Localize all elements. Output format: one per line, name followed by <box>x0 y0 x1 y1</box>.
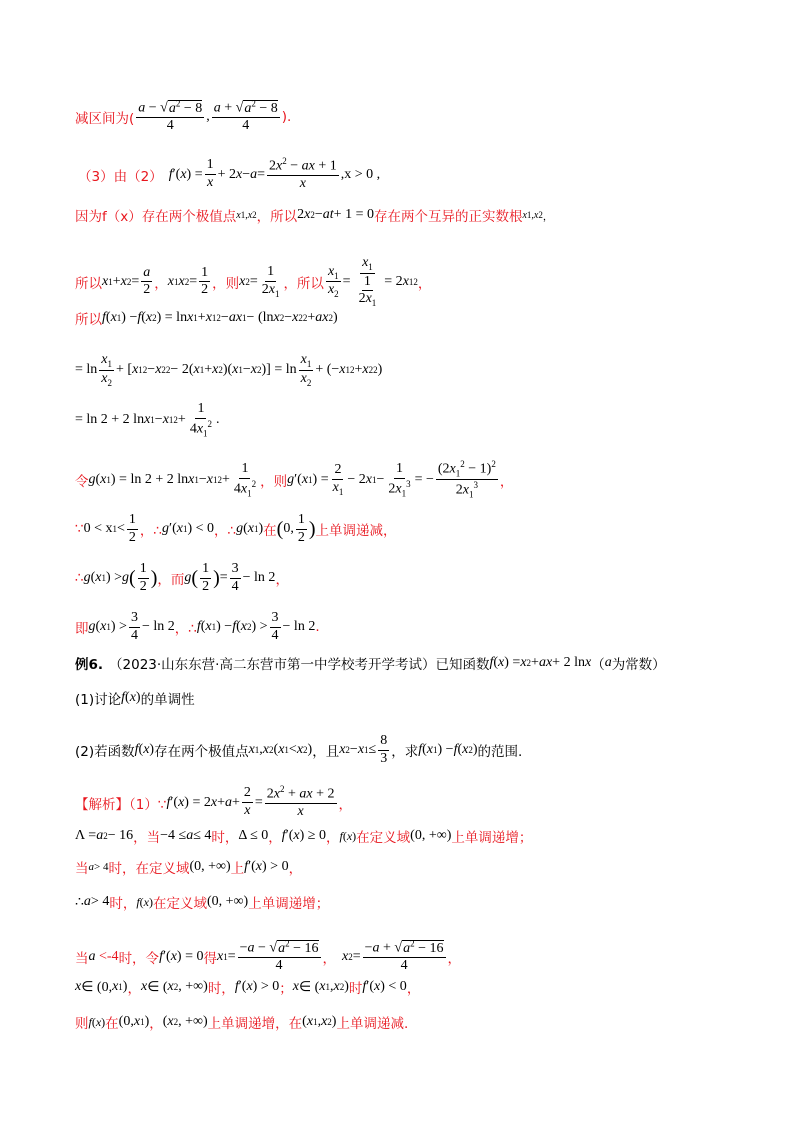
s7-interval-c: ( x 1 , x 2 ) <box>302 1014 337 1029</box>
s3-derivative-pos: f ′( x ) > 0 <box>244 859 289 874</box>
solution-line-4 <box>75 892 740 912</box>
roots-x1x2: x 1 , x 2 <box>236 209 257 221</box>
q2-text-c: ，且 <box>312 744 340 761</box>
q2-text-b: 存在两个极值点 <box>154 744 249 761</box>
s6-interval-b: x ∈ ( x 2 , +∞) <box>140 979 208 995</box>
s6-comma: ， <box>127 981 141 997</box>
s7-interval-b: ( x 2 , +∞) <box>162 1014 208 1029</box>
q2-text-d: ，求 <box>391 744 419 761</box>
g-greater: g ( x 1 ) > g ( $\frac{1}{2}$ ) <box>83 561 158 594</box>
q2-condition: x 2 − x 1 ≤ $\frac{8}{3}$ <box>339 733 388 766</box>
s3-interval: (0, +∞) <box>189 859 231 874</box>
derivative-formula: f ′( x ) = $\frac{1}{x}$ + 2 x − a = $\frac{2x^2 - ax + 1}{x}$ <box>168 156 337 192</box>
example6-title: 例6. <box>75 657 104 673</box>
extreme-points-text: 因为f（x）存在两个极值点 <box>75 209 237 225</box>
example6-source: （2023·山东东营·高二东营市第一中学校考开学考试）已知函数 <box>109 657 490 673</box>
s2-time: 时， <box>211 830 239 846</box>
solution-line-3: 当 a > 4 时，在定义域 (0, +∞) 上 f ′( x ) > 0 ， <box>75 859 303 877</box>
x1-range: 0 < x 1 < $\frac{1}{2}$ <box>83 512 136 545</box>
therefore-c: ∴ <box>75 570 84 587</box>
open-interval-half: ( 0, $\frac{1}{2}$ ) <box>276 512 316 545</box>
g-definition: g ( x 1 ) = ln 2 + 2 ln x 1 − x 1 2 + $\frac{1}{4x_1^2}$ <box>88 460 257 498</box>
s5-derivative-zero: f ′( x ) = 0 <box>159 948 204 964</box>
interval-formula: $\frac{a - √a^2 - 8}{4}$ , $\frac{a + √a^2 - 8}{4}$ <box>138 98 278 134</box>
vieta-line <box>75 255 740 309</box>
s6-interval-c: x ∈ ( x 1 , x 2 ) <box>292 979 349 995</box>
result-line <box>75 401 740 439</box>
monotonic-line <box>75 512 740 547</box>
s6-semicolon: ； <box>279 981 293 997</box>
s5-comma: ， <box>447 950 462 967</box>
s4-interval: (0, +∞) <box>207 894 249 909</box>
g-half-value: g ( $\frac{1}{2}$ ) = $\frac{3}{4}$ − ln 2 <box>184 561 276 594</box>
s4-fx: f ( x ) <box>136 894 153 909</box>
so-label-b: ，所以 <box>283 275 324 292</box>
s6-interval-a: x ∈ (0, x 1 ) <box>75 979 128 995</box>
s7-increasing: 上单调递增，在 <box>207 1016 303 1032</box>
example6-paren: （ <box>591 657 605 673</box>
domain-condition: ,x > 0 , <box>340 166 381 182</box>
s6-derivative-pos: f ′( x ) > 0 <box>234 979 280 994</box>
q1-fx: f ( x ) <box>121 690 141 705</box>
s6-time: 时， <box>207 981 235 997</box>
decreasing-interval-label: 减区间为( <box>75 110 135 127</box>
simplification-formula: = ln $\frac{x_1}{x_2}$ + [ x 1 2 − x 2 2 − 2( x 1 + x 2 )( x 1 − x 2 )] = ln $\frac{x_1}{x_2}$ + (− x 1 2 + x 2 2 ) <box>75 352 383 388</box>
conclusion-line <box>75 610 740 645</box>
s2-range: −4 ≤ a ≤ 4 <box>160 828 212 843</box>
s5-when: 当 <box>75 950 89 967</box>
namely-label: 即 <box>75 621 89 638</box>
s5-let: 时，令 <box>118 950 160 967</box>
s2-increasing: 上单调递增； <box>451 830 533 846</box>
g-x1: g ( x 1 ) <box>236 521 264 537</box>
comma-b: ， <box>417 275 432 292</box>
therefore-a: ，∴ <box>139 523 162 540</box>
ratio-expression: $\frac{x_1}{x_2}$ = $\frac{x_1}{\frac{1}{2x_1}}$ = 2 x 1 2 <box>327 255 418 309</box>
product-of-roots: x 1 x 2 = $\frac{1}{2}$ <box>167 264 209 298</box>
x2-expression: x 2 = $\frac{1}{2x_1}$ <box>239 264 280 299</box>
interval-end: ). <box>281 108 292 125</box>
s2-when: ，当 <box>133 830 161 846</box>
solution-line-5: 当 a <-4 时，令 f ′( x ) = 0 得 x 1 = $\frac{-a - √a^2 - 16}{4}$ ， x 2 = $\frac{-a + √a^2 - 16}{4}$ ， <box>75 938 462 974</box>
s4-time: 时， <box>109 896 137 912</box>
solution-line-2 <box>75 826 740 846</box>
example6-constant: 为常数） <box>611 657 666 673</box>
solution-line-6: x ∈ (0, x 1 ) ， x ∈ ( x 2 , +∞) 时， f ′( x ) > 0 ； x ∈ ( x 1 , x 2 ) 时 f ′( x ) < 0 ， <box>75 979 421 997</box>
g-function-line <box>75 459 740 501</box>
s5-condition: a <-4 <box>88 948 119 964</box>
s2-comma: ， <box>268 830 282 846</box>
q2-text-e: 的范围. <box>477 744 523 761</box>
then-label-b: ，则 <box>260 473 288 490</box>
s7-fx: f ( x ) <box>88 1014 106 1029</box>
g-bound: g ( x 1 ) > $\frac{3}{4}$ − ln 2 <box>88 610 175 643</box>
example6-function: f ( x ) = x 2 + ax + 2 ln x <box>489 655 592 670</box>
therefore-d: ，∴ <box>174 621 197 638</box>
then-label: ，则 <box>212 275 240 292</box>
constant-a: a <box>604 655 612 670</box>
g-derivative-negative: g ′( x 1 ) < 0 <box>162 521 215 537</box>
therefore-b: ，∴ <box>214 523 237 540</box>
g-comparison-line <box>75 561 740 596</box>
comma-d: ， <box>275 572 289 589</box>
s7-comma: ， <box>149 1016 163 1032</box>
s3-when: 当 <box>75 861 89 877</box>
question-1 <box>75 688 740 708</box>
s3-domain: 时，在定义域 <box>108 861 190 877</box>
sum-of-roots: x 1 + x 2 = $\frac{a}{2}$ <box>102 264 151 298</box>
because-symbol: ∵ <box>75 521 84 538</box>
s5-x2: x 2 = $\frac{-a + √a^2 - 16}{4}$ <box>342 938 444 974</box>
s7-then: 则 <box>75 1016 89 1032</box>
let-label: 令 <box>75 473 89 490</box>
g-derivative: g ′( x 1 ) = $\frac{2}{x_1}$ − 2 x 1 − $\frac{1}{2x_1^3}$ = − $\frac{(2x_1^2 - 1)^2}{2x_1^3}$ <box>287 459 496 500</box>
so-label: 所以 <box>75 275 102 292</box>
s2-fx: f ( x ) <box>339 828 357 843</box>
s2-delta: Δ ≤ 0 <box>238 828 269 843</box>
q2-text-a: (2)若函数 <box>75 744 135 761</box>
s7-in: 在 <box>105 1016 119 1032</box>
difference-line <box>75 308 740 328</box>
solution-line-1: 【解析】（1）∵ f ′( x ) = 2 x + a + $\frac{2}{x}$ = $\frac{2x^2 + ax + 2}{x}$ ， <box>75 784 353 820</box>
s6-derivative-neg: f ′( x ) < 0 <box>362 979 407 994</box>
f-difference-bound: f ( x 1 ) − f ( x 2 ) > $\frac{3}{4}$ − ln 2 <box>196 610 316 643</box>
comma-c: ， <box>499 473 514 490</box>
decreasing-interval-line <box>75 98 740 135</box>
distinct-roots-text: 存在两个互异的正实数根 <box>373 209 523 225</box>
solution-label: 【解析】（1）∵ <box>75 796 167 813</box>
quadratic-equation: 2 x 2 − at + 1 = 0 <box>297 207 374 222</box>
example6-header <box>75 653 740 673</box>
roots-x1x2-b: x 1 , x 2 ， <box>522 209 553 223</box>
s2-domain: 在定义域 <box>356 830 411 846</box>
s4-domain: 在定义域 <box>153 896 207 912</box>
part3-label: （3）由（2） <box>78 168 163 185</box>
q1-text-a: (1)讨论 <box>75 692 122 708</box>
solution-line-7 <box>75 1012 740 1032</box>
period: . <box>315 619 320 636</box>
q2-difference: f ( x 1 ) − f ( x 2 ) <box>418 742 478 758</box>
so-label-c: 所以 <box>75 312 102 328</box>
part3-derivative-line <box>75 156 740 193</box>
simplification-line <box>75 352 740 388</box>
question-2 <box>75 733 740 768</box>
extreme-points-line <box>75 205 740 225</box>
in-label: 在 <box>263 523 277 540</box>
s6-time-b: 时 <box>348 981 363 997</box>
while-label: ，而 <box>157 572 185 589</box>
so-text: ，所以 <box>256 209 298 225</box>
q2-points: x 1 , x 2 ( x 1 < x 2 ) <box>248 742 313 758</box>
s3-on: 上 <box>230 861 245 877</box>
q2-fx: f ( x ) <box>134 742 155 758</box>
difference-formula: f ( x 1 ) − f ( x 2 ) = ln x 1 + x 1 2 − ax 1 − (ln x 2 − x 2 2 + ax 2 ) <box>102 310 338 325</box>
q1-text-b: 的单调性 <box>140 692 195 708</box>
comma-a: ， <box>154 275 168 292</box>
result-formula: = ln 2 + 2 ln x 1 − x 1 2 + $\frac{1}{4x_1^2}$ . <box>75 401 220 439</box>
s2-comma-b: ， <box>326 830 340 846</box>
s7-interval-a: (0, x 1 ) <box>118 1014 150 1029</box>
s5-get: 得 <box>203 950 217 967</box>
solution-derivative: f ′( x ) = 2 x + a + $\frac{2}{x}$ = $\frac{2x^2 + ax + 2}{x}$ <box>166 784 335 820</box>
s2-interval: (0, +∞) <box>410 828 452 843</box>
decreasing-text: 上单调递减， <box>315 523 397 540</box>
s4-condition: ∴ a > 4 <box>75 894 110 910</box>
s5-x1: x 1 = $\frac{-a - √a^2 - 16}{4}$ <box>216 938 319 974</box>
s2-derivative-nonneg: f ′( x ) ≥ 0 <box>281 828 326 843</box>
s7-decreasing: 上单调递减. <box>336 1016 409 1032</box>
discriminant: Λ = a 2 − 16 <box>75 828 134 843</box>
s3-condition: a > 4 <box>88 861 109 873</box>
s4-increasing: 上单调递增； <box>248 896 330 912</box>
